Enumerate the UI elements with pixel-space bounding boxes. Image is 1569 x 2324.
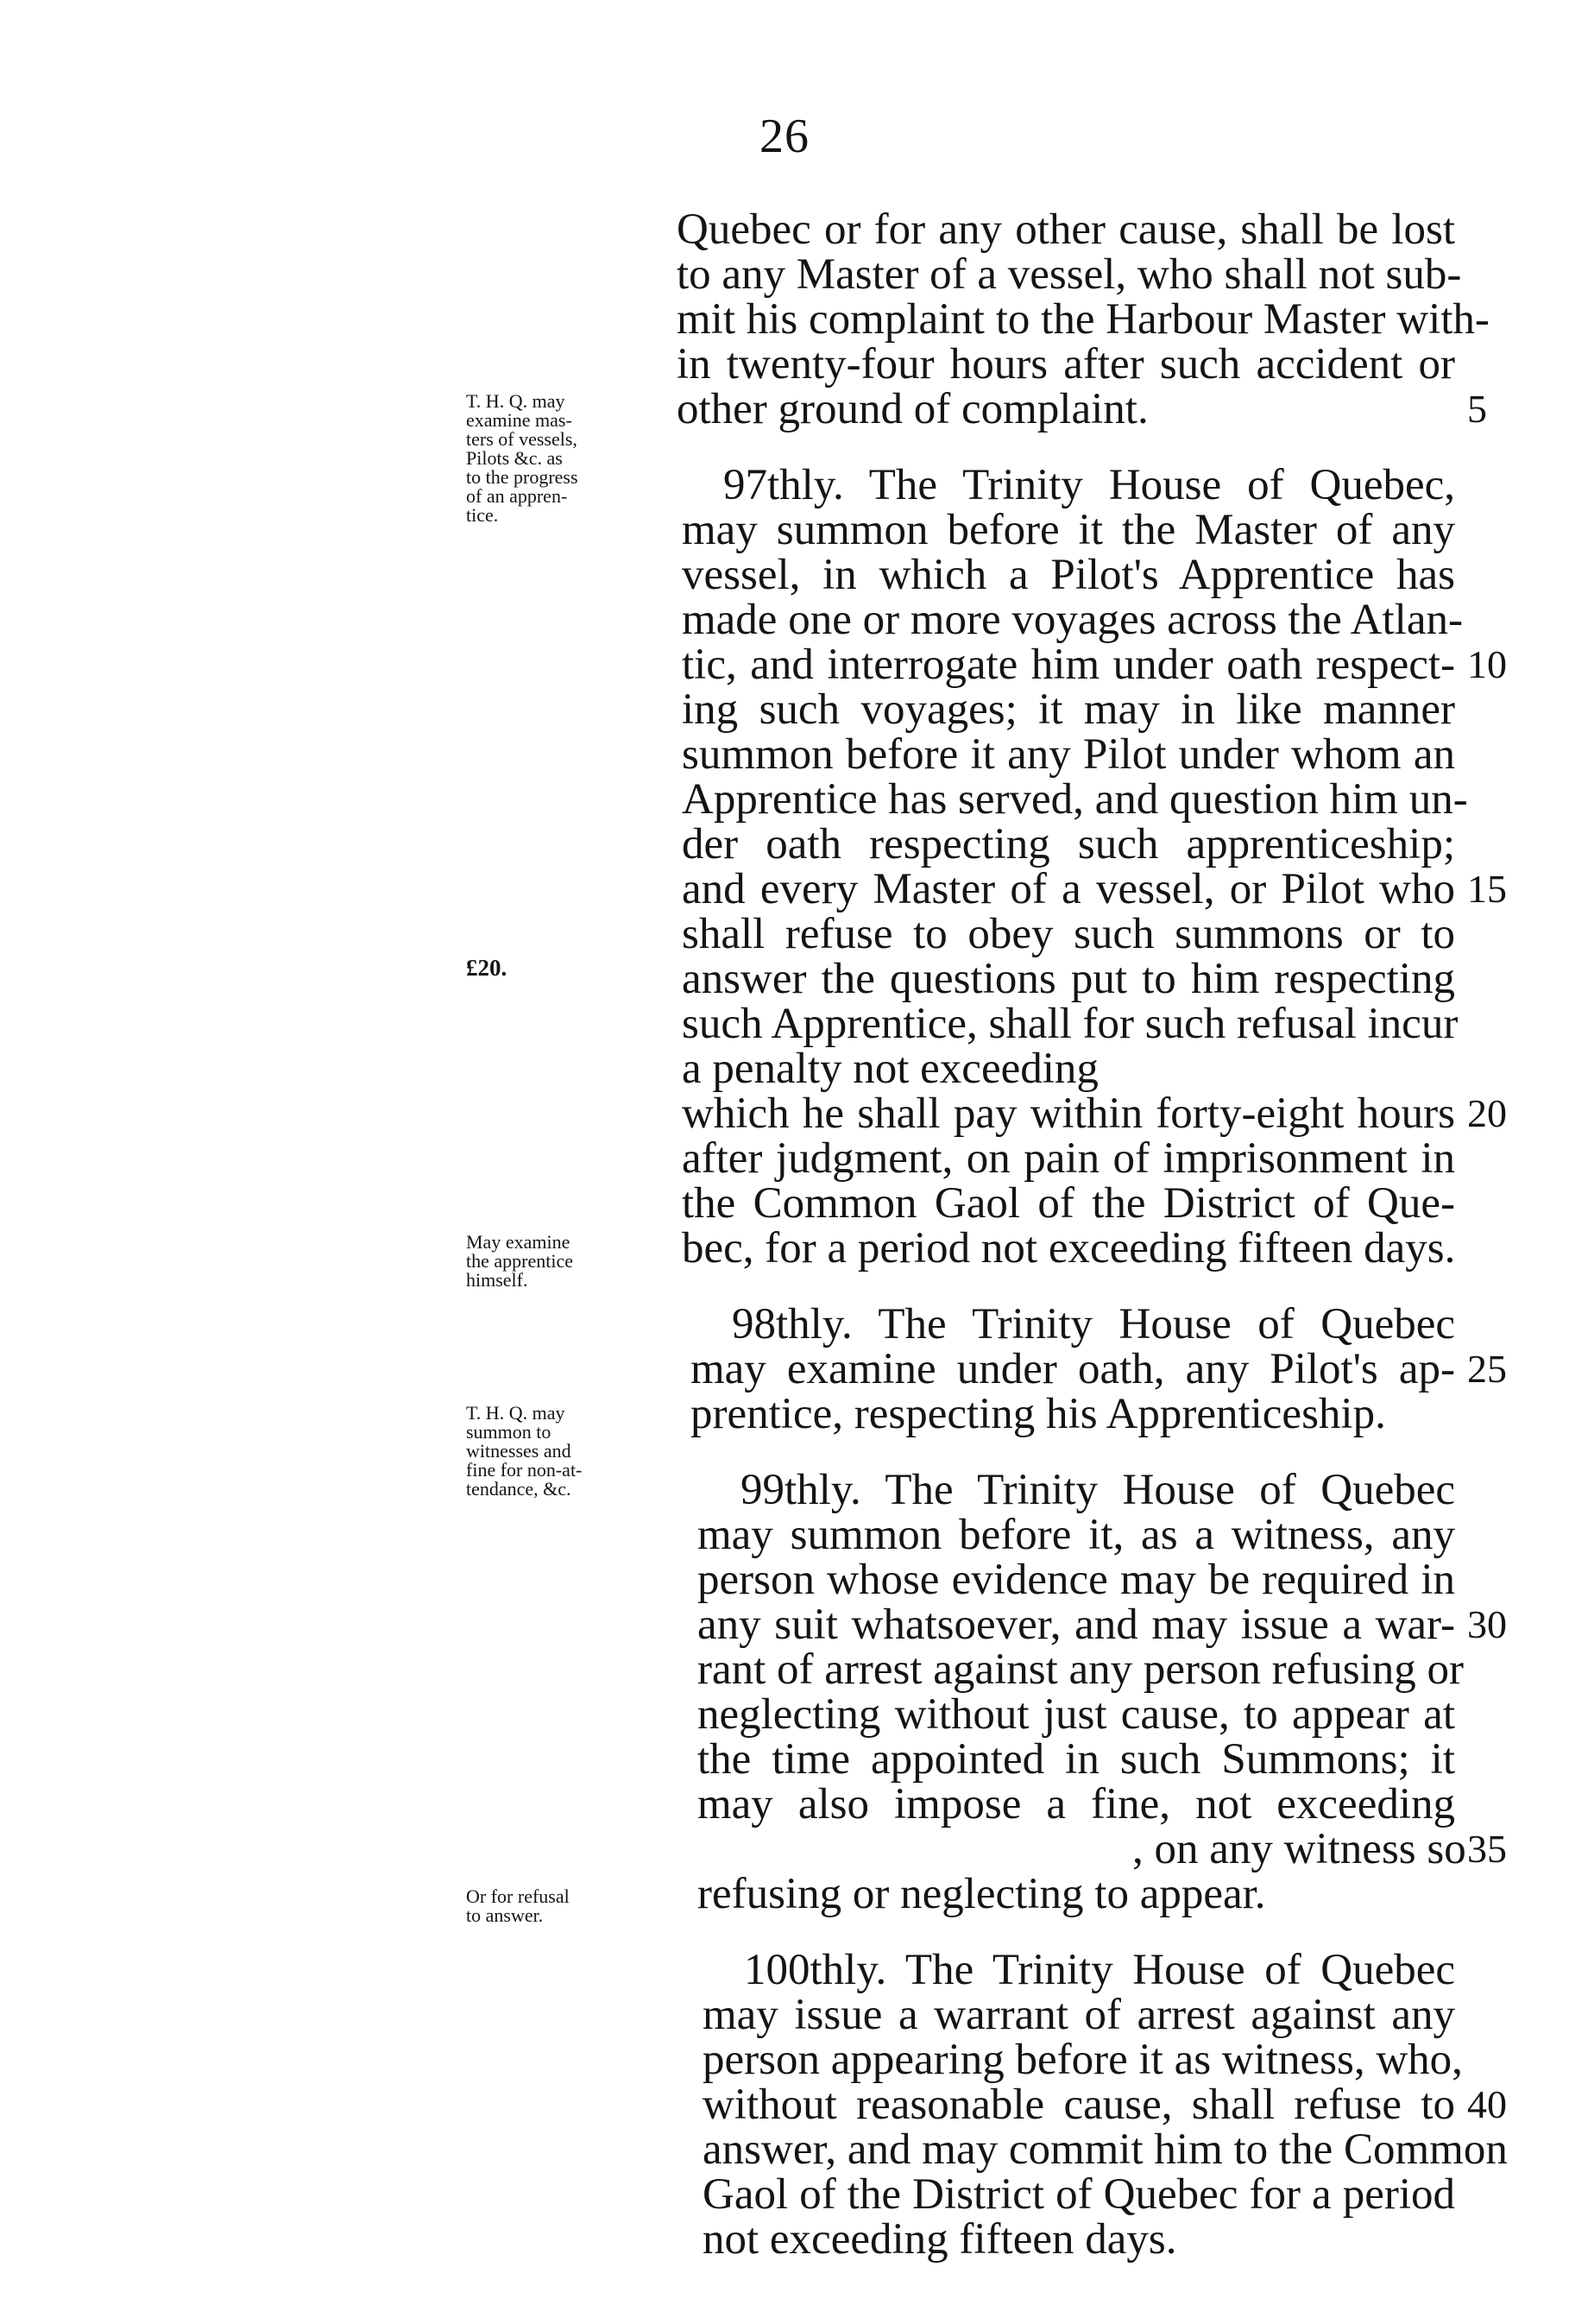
body-line: 99thly. The Trinity House of Quebec (740, 1466, 1455, 1514)
body-line: der oath respecting such apprenticeship; (682, 820, 1455, 868)
body-line: may summon before it, as a witness, any (697, 1511, 1455, 1559)
margin-note-line: tice. (466, 504, 499, 526)
line-number: 30 (1467, 1602, 1507, 1646)
body-line: person appearing before it as witness, who, (703, 2036, 1463, 2084)
body-line: Apprentice has served, and question him un- (682, 775, 1468, 824)
body-line: the Common Gaol of the District of Que- (682, 1179, 1455, 1228)
margin-note-line: Pilots &c. as (466, 447, 563, 469)
body-line: made one or more voyages across the Atlan- (682, 596, 1463, 644)
line-number: 40 (1467, 2082, 1507, 2126)
margin-note-line: T. H. Q. may (466, 390, 565, 412)
body-line: 97thly. The Trinity House of Quebec, (723, 461, 1455, 509)
body-line: after judgment, on pain of imprisonment in (682, 1134, 1455, 1183)
margin-note-line: May examine (466, 1231, 570, 1253)
body-line: answer, and may commit him to the Common (703, 2125, 1508, 2174)
page-number: 26 (759, 110, 810, 163)
body-line: summon before it any Pilot under whom an (682, 730, 1455, 779)
margin-note-line: ters of vessels, (466, 428, 577, 450)
body-line: prentice, respecting his Apprenticeship. (690, 1390, 1386, 1438)
margin-note-line: T. H. Q. may (466, 1402, 565, 1424)
margin-note-line: to the progress (466, 466, 578, 488)
body-line: Quebec or for any other cause, shall be lost (677, 205, 1455, 254)
body-line: any suit whatsoever, and may issue a war- (697, 1601, 1455, 1649)
body-line: the time appointed in such Summons; it (697, 1735, 1455, 1784)
margin-note-line: £20. (466, 955, 507, 981)
margin-note-line: summon to (466, 1421, 551, 1443)
margin-note-line: examine mas- (466, 409, 572, 431)
body-line: neglecting without just cause, to appear at (697, 1690, 1455, 1739)
body-line: bec, for a period not exceeding fifteen days. (682, 1224, 1456, 1273)
body-line: tic, and interrogate him under oath respect- (682, 641, 1455, 689)
body-line: 100thly. The Trinity House of Quebec (744, 1946, 1455, 1994)
margin-note-line: the apprentice (466, 1250, 573, 1272)
body-line: in twenty-four hours after such accident or (677, 340, 1455, 388)
body-line: may examine under oath, any Pilot's ap- (690, 1345, 1455, 1393)
margin-note-line: tendance, &c. (466, 1478, 571, 1500)
line-number: 35 (1467, 1827, 1507, 1871)
line-number: 25 (1467, 1347, 1507, 1391)
body-line: shall refuse to obey such summons or to (682, 910, 1455, 958)
margin-note-line: fine for non-at- (466, 1459, 583, 1481)
body-line: refusing or neglecting to appear. (697, 1870, 1266, 1918)
margin-note-line: witnesses and (466, 1440, 571, 1462)
body-line: such Apprentice, shall for such refusal incur (682, 1000, 1459, 1048)
body-line: may issue a warrant of arrest against any (703, 1991, 1455, 2039)
body-line: Gaol of the District of Quebec for a period (703, 2170, 1455, 2219)
body-line: to any Master of a vessel, who shall not sub- (677, 250, 1462, 299)
body-line: , on any witness so (1132, 1825, 1466, 1873)
body-line: and every Master of a vessel, or Pilot who (682, 865, 1455, 913)
body-line: may also impose a fine, not exceeding (697, 1780, 1455, 1828)
margin-note-line: of an appren- (466, 485, 568, 507)
body-line: not exceeding fifteen days. (703, 2215, 1177, 2264)
line-number: 5 (1467, 387, 1487, 431)
body-line: without reasonable cause, shall refuse to (703, 2081, 1455, 2129)
line-number: 10 (1467, 642, 1507, 686)
body-line: 98thly. The Trinity House of Quebec (732, 1300, 1455, 1348)
body-line: a penalty not exceeding (682, 1045, 1099, 1093)
body-line: ing such voyages; it may in like manner (682, 685, 1455, 734)
body-line: which he shall pay within forty-eight hours (682, 1089, 1455, 1138)
body-line: mit his complaint to the Harbour Master with- (677, 295, 1490, 344)
body-line: person whose evidence may be required in (697, 1556, 1455, 1604)
body-line: answer the questions put to him respecting (682, 955, 1455, 1003)
body-line: vessel, in which a Pilot's Apprentice has (682, 551, 1455, 599)
margin-note-line: Or for refusal (466, 1885, 570, 1907)
line-number: 15 (1467, 867, 1507, 911)
body-line: rant of arrest against any person refusing or (697, 1645, 1464, 1694)
body-line: may summon before it the Master of any (682, 506, 1455, 554)
margin-note-line: himself. (466, 1269, 528, 1291)
body-line: other ground of complaint. (677, 385, 1149, 433)
margin-note-line: to answer. (466, 1904, 544, 1926)
line-number: 20 (1467, 1091, 1507, 1135)
